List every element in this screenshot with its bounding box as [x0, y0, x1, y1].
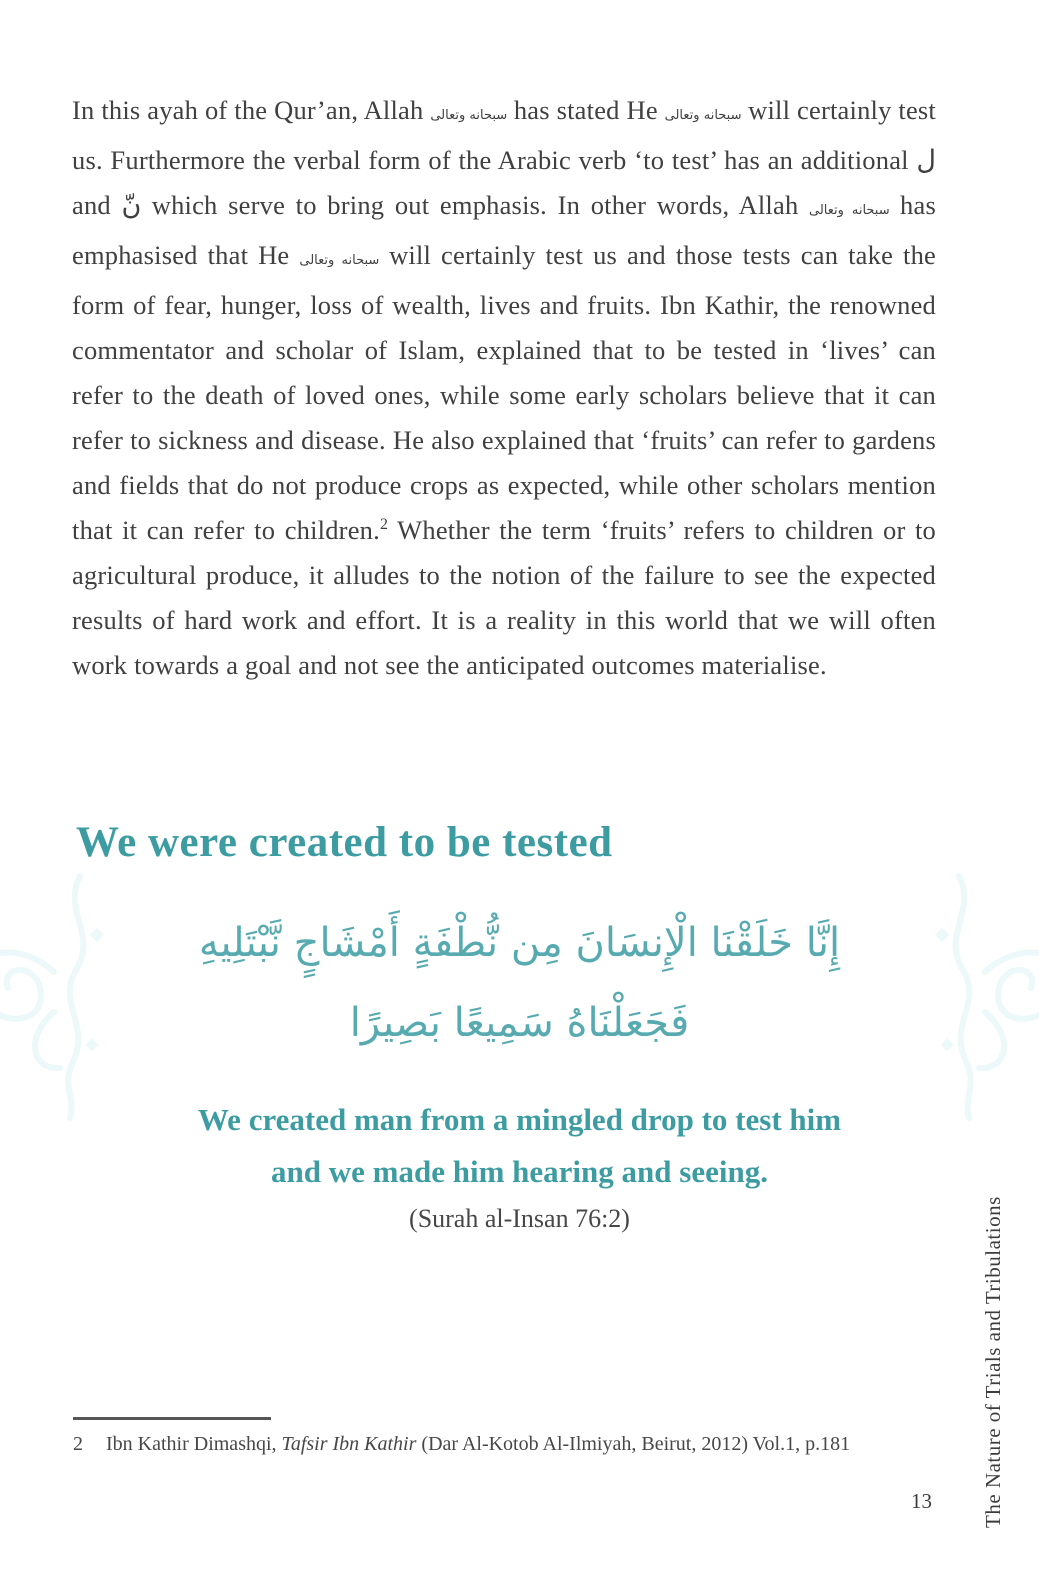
footnote-rule: [73, 1417, 271, 1420]
quran-verse-arabic: [0, 903, 1039, 1063]
verse-translation: [0, 1094, 1039, 1198]
honorific-swt: سبحانه وتعالى: [299, 253, 380, 268]
paragraph-segment: will certainly test us. Furthermore the verbal form of the Arabic verb ‘to test’ has an additional: [72, 95, 936, 175]
section-heading: We were created to be tested: [76, 819, 613, 866]
footnote-book-title: Tafsir Ibn Kathir: [281, 1433, 417, 1455]
translation-line-1: We created man from a mingled drop to test him: [197, 1102, 842, 1137]
paragraph-segment: In this ayah of the Qur’an, Allah: [72, 95, 431, 125]
footnote-text: Ibn Kathir Dimashqi,: [106, 1433, 282, 1455]
honorific-swt: سبحانه وتعالى: [664, 108, 742, 123]
sidebar-chapter-title: The Nature of Trials and Tribulations: [981, 1196, 1005, 1528]
paragraph-segment: Whether the term ‘fruits’ refers to children or to agricultural produce, it alludes to the notion of the failure to see the expected results of hard work and effort. It is a reality in this world that we will often work towards a goal and not see the anticipated outcomes materialise.: [72, 515, 937, 680]
footnote: [73, 1430, 913, 1458]
honorific-swt: سبحانه وتعالى: [809, 203, 890, 218]
translation-line-2: and we made him hearing and seeing.: [271, 1154, 768, 1189]
footnote-text: (Dar Al-Kotob Al-Ilmiyah, Beirut, 2012) Vol.1, p.181: [416, 1433, 851, 1455]
arabic-verse-line-1: إِنَّا خَلَقْنَا الْإِنسَانَ مِن نُّطْفَةٍ أَمْشَاجٍ نَّبْتَلِيهِ: [198, 920, 841, 966]
arabic-verse-line-2: فَجَعَلْنَاهُ سَمِيعًا بَصِيرًا: [349, 1000, 690, 1046]
verse-reference: (Surah al-Insan 76:2): [409, 1204, 630, 1233]
footnote-ref: 2: [379, 516, 389, 534]
paragraph-segment: has emphasised that He: [72, 190, 936, 270]
paragraph-segment: has stated He: [507, 95, 665, 125]
body-paragraph: [72, 88, 936, 688]
paragraph-segment: which serve to bring out emphasis. In other words, Allah: [141, 190, 810, 220]
arabic-letter-noon: نّ: [121, 190, 142, 221]
footnote-marker: 2: [73, 1433, 83, 1455]
paragraph-segment: and: [72, 190, 122, 220]
paragraph-segment: will certainly test us and those tests can take the form of fear, hunger, loss of wealth, lives and fruits. Ibn Kathir, the renowned commentator and scholar of Islam, explained that to be tested in ‘lives’ can refer to the death of loved ones, while some early scholars believe that it can refer to sickness and disease. He also explained that ‘fruits’ can refer to gardens and fields that do not produce crops as expected, while other scholars mention that it can refer to children.: [72, 240, 936, 545]
page-number: 13: [911, 1489, 932, 1513]
arabic-letter-lam: ل: [916, 145, 936, 176]
honorific-swt: سبحانه وتعالى: [430, 108, 508, 123]
